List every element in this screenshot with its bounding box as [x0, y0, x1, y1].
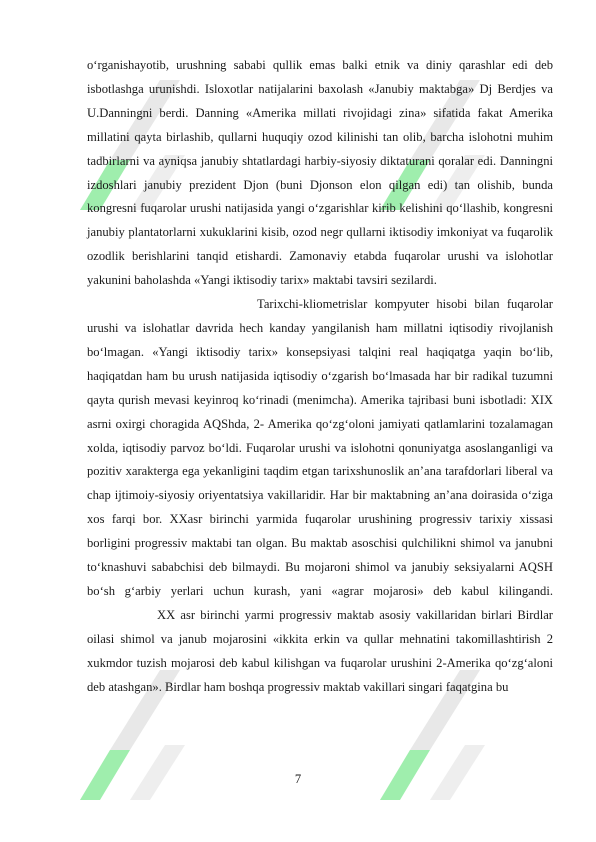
- paragraph: [87, 54, 553, 293]
- body-text: [87, 54, 553, 699]
- paragraph-text: oʻrganishayotib, urushning sababi qullik emas balki etnik va diniy qarashlar edi deb isbotlashga urunishdi. Isloxotlar natijalarini baxolash «Janubiy maktabga» Dj Berdjes va U.Danningni berdi. Danning «Amerika millati rivojidagi zina» sifatida fakat Amerika millatini qayta birlashib, qullarni huquqiy ozod kilinishi tan olib, barcha islohotni muhim tadbirlarni va ayniqsa janubiy shtatlardagi harbiy-siyosiy diktaturani qoralar edi. Danningni izdoshlari janubiy prezident Djon (buni Djonson elon qilgan edi) tan olishib, bunda kongresni fuqarolar urushi natijasida yangi oʻzgarishlar kirib kelishini qoʻllashib, kongresni janubiy plantatorlarni xukuklarini kisib, ozod negr qullarni iktisodiy imkoniyat va fuqarolik ozodlik berishlarini tanqid etishardi. Zamonaviy etabda fuqarolar urushi va islohotlar yakunini baholashda «Yangi iktisodiy tarix» maktabi tavsiri sezilardi.: [87, 58, 553, 288]
- page-number: 7: [294, 772, 302, 786]
- paragraph-text: Tarixchi-kliometrislar kompyuter hisobi bilan fuqarolar urushi va islohatlar davrida hech kanday yangilanish ham millatni iqtisodiy rivojlanish boʻlmagan. «Yangi iktisodiy tarix» konsepsiyasi talqini real haqiqatga yaqin boʻlib, haqiqatdan ham bu urush natijasida iqtisodiy oʻzgarish boʻlmasada har bir radikal tuzumni qayta qurish mevasi keyinroq koʻrinadi (menimcha). Amerika tajribasi buni isbotladi: XIX asrni oxirgi choragida AQShda, 2- Amerika qoʻzgʻoloni jamiyati qatlamlarini tozalamagan xolda, iqtisodiy parvoz boʻldi. Fuqarolar urushi va islohotni qonuniyatga asoslanganligi va pozitiv xarakterga ega yekanligini taqdim etgan tarixshunoslik anʼana tarafdorlari liberal va chap ijtimoiy-siyosiy oriyentatsiya vakillaridir. Har bir maktabning anʼana doirasida oʻziga xos farqi bor. XXasr birinchi yarmida fuqarolar urushining progressiv tarixiy xissasi borligini progressiv maktabi tan olgan. Bu maktab asoschisi qulchilikni shimol va janubni toʻknashuvi sababchisi deb bilmaydi. Bu mojaroni shimol va janubiy seksiyalarni AQSH boʻsh gʻarbiy yerlari uchun kurash, yani «agrar mojarosi» deb kabul kilingandi.: [87, 297, 553, 598]
- paragraph-text: XX asr birinchi yarmi progressiv maktab asosiy vakillaridan birlari Birdlar oilasi shimol va janub mojarosini «ikkita erkin va qullar mehnatini takomillashtirish 2 xukmdor tuzish mojarosi deb kabul kilishgan va fuqarolar urushini 2-Amerika qoʻzgʻaloni deb atashgan». Birdlar ham boshqa progressiv maktab vakillari singari faqatgina bu: [87, 607, 553, 694]
- paragraph: [87, 293, 553, 699]
